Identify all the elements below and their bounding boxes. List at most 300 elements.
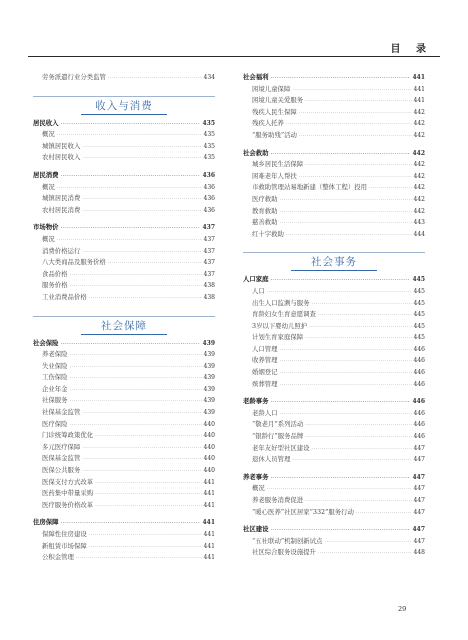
toc-leader-dots	[305, 432, 411, 443]
section-rule	[243, 252, 425, 253]
toc-page-number: 441	[412, 74, 425, 81]
toc-leader-dots	[61, 339, 201, 350]
toc-page-number: 441	[202, 519, 215, 527]
toc-entry-title: 社区建设	[243, 525, 269, 534]
toc-leader-dots	[280, 368, 412, 379]
toc-leader-dots	[271, 473, 411, 484]
toc-page-number: 442	[413, 207, 425, 215]
toc-entry-title: “服务助残”活动	[252, 130, 297, 139]
toc-entry-title: 困境儿童保障	[252, 84, 291, 93]
toc-page-number: 440	[203, 455, 215, 463]
toc-entry[interactable]	[33, 349, 215, 361]
toc-entry[interactable]	[243, 118, 425, 130]
toc-entry[interactable]	[243, 286, 425, 298]
toc-category-entry[interactable]	[33, 338, 215, 350]
toc-category-entry[interactable]	[243, 72, 425, 84]
toc-page-number: 439	[203, 397, 215, 405]
toc-page-number: 446	[413, 345, 425, 353]
toc-page-number: 435	[203, 142, 215, 150]
toc-leader-dots	[95, 478, 201, 489]
toc-entry[interactable]	[33, 442, 215, 454]
toc-entry-title: 社会救助	[243, 148, 269, 157]
toc-leader-dots	[318, 310, 412, 321]
toc-entry[interactable]	[243, 194, 425, 206]
toc-entry[interactable]	[243, 419, 425, 431]
toc-section-heading	[33, 304, 215, 338]
toc-entry[interactable]	[33, 257, 215, 269]
toc-leader-dots	[82, 206, 201, 217]
toc-page-number: 442	[413, 184, 425, 192]
toc-page-number: 438	[203, 293, 215, 301]
toc-entry-title: 人口	[252, 286, 265, 295]
toc-page-number: 446	[413, 421, 425, 429]
toc-page-number: 447	[413, 444, 425, 452]
toc-page-number: 441	[203, 501, 215, 509]
toc-entry[interactable]	[243, 95, 425, 107]
toc-entry[interactable]	[243, 344, 425, 356]
toc-entry[interactable]	[243, 159, 425, 171]
toc-page-number: 442	[413, 131, 425, 139]
toc-entry-title: 计划生育家庭保障	[252, 333, 304, 342]
toc-entry[interactable]	[243, 355, 425, 367]
toc-entry[interactable]	[33, 488, 215, 500]
toc-entry[interactable]	[243, 547, 425, 559]
toc-entry[interactable]	[33, 529, 215, 541]
toc-leader-dots	[312, 299, 412, 310]
toc-entry[interactable]	[243, 182, 425, 194]
toc-page-number: 439	[202, 339, 215, 347]
toc-page-number: 445	[413, 311, 425, 319]
toc-page-number: 444	[413, 230, 425, 238]
toc-leader-dots	[95, 501, 201, 512]
section-rule	[33, 96, 215, 97]
toc-entry[interactable]	[243, 408, 425, 420]
toc-entry-title: “敬老月”系列活动	[252, 420, 304, 429]
toc-page-number: 435	[202, 119, 215, 127]
toc-leader-dots	[70, 373, 202, 384]
toc-page-number: 439	[203, 351, 215, 359]
toc-entry[interactable]	[243, 332, 425, 344]
section-underline	[81, 114, 167, 115]
toc-page-number: 437	[202, 224, 215, 232]
toc-page-number: 436	[203, 206, 215, 214]
toc-entry[interactable]	[33, 72, 215, 84]
toc-page-number: 435	[203, 154, 215, 162]
toc-entry-title: 婚姻登记	[252, 368, 278, 377]
toc-entry-title: 医保基金监管	[42, 454, 81, 463]
toc-leader-dots	[312, 444, 412, 455]
toc-leader-dots	[70, 270, 202, 281]
toc-page-number: 445	[413, 322, 425, 330]
section-underline	[81, 334, 167, 335]
toc-entry-title: 困难老年人帮扶	[252, 171, 297, 180]
toc-page-number: 445	[413, 287, 425, 295]
toc-entry[interactable]	[33, 182, 215, 194]
toc-entry-title: 老年友好型社区建设	[252, 443, 310, 452]
toc-entry-title: 城镇居民收入	[42, 141, 81, 150]
toc-entry-title: 老龄事务	[243, 397, 269, 406]
toc-entry-title: 劳务派遣行业分类监管	[42, 73, 106, 81]
toc-page-number: 441	[203, 542, 215, 550]
toc-page-number: 441	[413, 97, 425, 105]
toc-page-number: 439	[203, 362, 215, 370]
toc-entry-title: 公积金管理	[42, 553, 74, 562]
toc-entry[interactable]	[243, 321, 425, 333]
toc-page-number: 441	[203, 478, 215, 486]
toc-leader-dots	[280, 207, 412, 218]
toc-page-number: 443	[413, 219, 425, 227]
toc-entry[interactable]	[243, 130, 425, 142]
toc-page-number: 439	[203, 374, 215, 382]
toc-entry-title: 社会保险	[33, 338, 59, 347]
toc-leader-dots	[286, 119, 412, 130]
toc-entry-title: 残疾人民生保障	[252, 107, 297, 116]
header-title: 目 录	[390, 44, 432, 55]
toc-page-number: 441	[413, 85, 425, 93]
toc-page-number: 445	[412, 276, 425, 284]
toc-leader-dots	[305, 496, 411, 507]
toc-entry[interactable]	[33, 246, 215, 258]
toc-section-heading	[243, 240, 425, 274]
toc-entry-title: 养老服务消费促进	[252, 496, 304, 504]
toc-page-number: 447	[413, 456, 425, 464]
toc-leader-dots	[57, 130, 202, 141]
toc-leader-dots	[280, 356, 412, 367]
toc-entry-title: 居民消费	[33, 170, 59, 179]
toc-page-number: 439	[203, 409, 215, 417]
toc-page-number: 445	[413, 299, 425, 307]
toc-leader-dots	[70, 396, 202, 407]
toc-entry-title: 收养管理	[252, 356, 278, 365]
toc-leader-dots	[305, 96, 411, 107]
toc-entry-title: 概况	[42, 234, 55, 243]
toc-entry[interactable]	[243, 443, 425, 455]
toc-entry-title: 人口家庭	[243, 275, 269, 284]
toc-leader-dots	[280, 195, 412, 206]
toc-leader-dots	[57, 183, 202, 194]
toc-leader-dots	[271, 397, 411, 408]
toc-entry[interactable]	[33, 465, 215, 477]
toc-leader-dots	[108, 73, 202, 84]
toc-entry-title: 医疗服务价格改革	[42, 500, 94, 509]
toc-category-entry[interactable]	[243, 396, 425, 408]
toc-leader-dots	[57, 235, 202, 246]
toc-entry-title: “五社联动”机制创新试点	[252, 536, 323, 545]
toc-leader-dots	[305, 420, 411, 431]
toc-leader-dots	[89, 293, 202, 304]
toc-category-entry[interactable]	[243, 524, 425, 536]
toc-page-number: 437	[203, 247, 215, 255]
toc-page-number: 446	[413, 357, 425, 365]
toc-page-number: 437	[203, 270, 215, 278]
toc-entry-title: 市救助管理站易地新建（整体工程）投用	[252, 183, 368, 192]
toc-page-number: 442	[413, 172, 425, 180]
toc-entry-title: 红十字救助	[252, 229, 284, 238]
toc-leader-dots	[61, 171, 201, 182]
toc-leader-dots	[70, 420, 202, 431]
toc-entry[interactable]	[33, 552, 215, 564]
toc-leader-dots	[286, 230, 412, 241]
toc-entry[interactable]	[33, 193, 215, 205]
toc-leader-dots	[108, 258, 202, 269]
toc-entry[interactable]	[33, 152, 215, 164]
section-title: 社会事务	[311, 256, 357, 269]
toc-entry[interactable]	[33, 205, 215, 217]
toc-leader-dots	[280, 409, 412, 420]
toc-leader-dots	[89, 530, 202, 541]
toc-entry[interactable]	[243, 229, 425, 241]
toc-entry[interactable]	[33, 292, 215, 304]
toc-entry[interactable]	[243, 379, 425, 391]
toc-entry-title: 城乡居民生活保障	[252, 160, 304, 169]
toc-entry[interactable]	[243, 171, 425, 183]
toc-entry[interactable]	[33, 453, 215, 465]
toc-page-number: 440	[203, 443, 215, 451]
toc-page-number: 442	[413, 195, 425, 203]
toc-entry-title: 新租赁市场保障	[42, 541, 87, 550]
toc-page-number: 436	[203, 183, 215, 191]
toc-leader-dots	[70, 281, 202, 292]
toc-entry[interactable]	[243, 483, 425, 495]
toc-page-number: 441	[203, 554, 215, 562]
toc-entry-title: 企业年金	[42, 384, 68, 393]
toc-entry-title: 食品价格	[42, 269, 68, 278]
toc-entry-title: 住房保障	[33, 518, 59, 527]
toc-page-number: 446	[412, 398, 425, 406]
toc-page-number: 436	[202, 171, 215, 179]
toc-page-number: 442	[413, 108, 425, 116]
toc-entry-title: 养老事务	[243, 472, 269, 481]
toc-entry-title: 人口管理	[252, 344, 278, 353]
toc-entry-title: “银龄行”服务品牌	[252, 432, 304, 441]
toc-leader-dots	[70, 385, 202, 396]
toc-entry-title: 社会福利	[243, 73, 269, 81]
toc-leader-dots	[70, 350, 202, 361]
toc-entry-title: 出生人口监测与服务	[252, 298, 310, 307]
toc-leader-dots	[61, 223, 201, 234]
toc-page-number: 446	[413, 409, 425, 417]
toc-page-number: 440	[203, 467, 215, 475]
toc-entry[interactable]	[243, 454, 425, 466]
toc-entry-title: 医疗保险	[42, 419, 68, 428]
toc-entry-title: 农村居民收入	[42, 153, 81, 162]
toc-entry-title: 失业保险	[42, 361, 68, 370]
toc-entry-title: 农村居民消费	[42, 205, 81, 214]
toc-entry-title: 困境儿童关爱服务	[252, 96, 304, 105]
toc-leader-dots	[356, 508, 412, 519]
toc-entry-title: 医保公共服务	[42, 466, 81, 475]
toc-leader-dots	[82, 142, 201, 153]
toc-entry[interactable]	[243, 367, 425, 379]
toc-entry-title: 医疗救助	[252, 194, 278, 203]
toc-leader-dots	[95, 489, 201, 500]
toc-entry[interactable]	[243, 536, 425, 548]
toc-entry[interactable]	[243, 495, 425, 507]
toc-section-heading	[33, 84, 215, 118]
toc-entry[interactable]	[33, 280, 215, 292]
toc-page-number: 440	[203, 420, 215, 428]
toc-category-entry[interactable]	[33, 222, 215, 234]
toc-leader-dots	[299, 172, 412, 183]
toc-page-number: 445	[413, 334, 425, 342]
toc-leader-dots	[267, 287, 412, 298]
toc-page-number: 447	[413, 537, 425, 545]
toc-entry[interactable]	[243, 431, 425, 443]
toc-leader-dots	[292, 455, 411, 466]
toc-entry[interactable]	[33, 269, 215, 281]
toc-page-number: 442	[413, 120, 425, 128]
toc-entry[interactable]	[243, 84, 425, 96]
toc-entry-title: 概况	[252, 484, 265, 493]
toc-entry-title: 工业消费品价格	[42, 292, 87, 301]
toc-leader-dots	[309, 322, 411, 333]
toc-entry[interactable]	[243, 309, 425, 321]
toc-leader-dots	[271, 275, 411, 286]
toc-entry-title: 医保支付方式改革	[42, 477, 94, 486]
toc-leader-dots	[299, 131, 412, 142]
toc-entry-title: 育龄妇女生育意愿调查	[252, 310, 316, 319]
toc-leader-dots	[82, 153, 201, 164]
toc-leader-dots	[95, 431, 201, 442]
toc-entry[interactable]	[243, 107, 425, 119]
toc-leader-dots	[61, 119, 201, 130]
toc-leader-dots	[82, 408, 201, 419]
toc-leader-dots	[61, 518, 201, 529]
toc-entry-title: 残疾人托养	[252, 119, 284, 128]
toc-leader-dots	[76, 553, 202, 564]
toc-leader-dots	[305, 160, 411, 171]
toc-entry-title: 服务价格	[42, 281, 68, 290]
toc-entry-title: 殡葬管理	[252, 379, 278, 388]
toc-page-number: 442	[413, 161, 425, 169]
toc-leader-dots	[70, 362, 202, 373]
toc-left-column	[33, 72, 215, 564]
toc-entry-title: 概况	[42, 182, 55, 191]
toc-entry[interactable]	[243, 507, 425, 519]
toc-leader-dots	[82, 247, 201, 258]
toc-page-number: 447	[412, 473, 425, 481]
page-number: 29	[398, 605, 407, 613]
toc-entry[interactable]	[243, 206, 425, 218]
toc-entry[interactable]	[33, 234, 215, 246]
toc-entry-title: 慈善救助	[252, 218, 278, 227]
toc-page-number: 434	[203, 74, 215, 81]
toc-entry[interactable]	[33, 141, 215, 153]
toc-entry-title: 社保基金监管	[42, 408, 81, 417]
toc-entry[interactable]	[33, 395, 215, 407]
toc-page-number: 446	[413, 433, 425, 441]
toc-leader-dots	[271, 73, 411, 84]
toc-category-entry[interactable]	[33, 517, 215, 529]
header-rule	[28, 56, 440, 57]
toc-entry-title: 医药集中带量采购	[42, 489, 94, 498]
toc-entry-title: 保障性住房建设	[42, 530, 87, 538]
toc-page-number: 448	[413, 549, 425, 557]
toc-entry-title: 老龄人口	[252, 408, 278, 417]
toc-entry-title: 八大类商品及服务价格	[42, 258, 106, 267]
toc-page-number: 447	[413, 497, 425, 504]
toc-entry-title: 消费价格运行	[42, 246, 81, 255]
toc-category-entry[interactable]	[33, 170, 215, 182]
toc-page-number: 447	[413, 485, 425, 493]
toc-entry-title: 市场物价	[33, 223, 59, 232]
toc-right-column	[243, 72, 425, 559]
section-underline	[291, 270, 377, 271]
toc-entry-title: 退休人员管理	[252, 455, 291, 464]
toc-category-entry[interactable]	[243, 472, 425, 484]
toc-leader-dots	[267, 484, 412, 495]
toc-leader-dots	[89, 542, 202, 553]
toc-entry-title: 城镇居民消费	[42, 194, 81, 203]
toc-entry[interactable]	[33, 361, 215, 373]
toc-category-entry[interactable]	[33, 118, 215, 130]
toc-leader-dots	[280, 345, 412, 356]
toc-entry-title: 教育救助	[252, 206, 278, 215]
toc-page-number: 437	[203, 259, 215, 267]
toc-page-number: 442	[412, 149, 425, 157]
toc-leader-dots	[82, 194, 201, 205]
toc-entry[interactable]	[33, 419, 215, 431]
toc-entry[interactable]	[33, 430, 215, 442]
toc-leader-dots	[271, 149, 411, 160]
toc-entry-title: 社保服务	[42, 396, 68, 405]
toc-leader-dots	[299, 108, 412, 119]
toc-page-number: 441	[203, 490, 215, 498]
toc-page-number: 447	[413, 508, 425, 516]
toc-entry[interactable]	[33, 541, 215, 553]
toc-page-number: 436	[203, 195, 215, 203]
toc-leader-dots	[280, 380, 412, 391]
toc-entry-title: 门诊统筹政策优化	[42, 431, 94, 440]
toc-page-number: 441	[203, 531, 215, 538]
toc-entry[interactable]	[33, 500, 215, 512]
toc-entry[interactable]	[33, 477, 215, 489]
toc-page-number: 439	[203, 385, 215, 393]
toc-page-number: 447	[412, 526, 425, 534]
toc-leader-dots	[271, 525, 411, 536]
toc-leader-dots	[82, 443, 201, 454]
toc-page-number: 440	[203, 432, 215, 440]
toc-leader-dots	[82, 466, 201, 477]
toc-entry-title: 居民收入	[33, 118, 59, 127]
section-title: 收入与消费	[95, 99, 153, 112]
toc-entry[interactable]	[33, 129, 215, 141]
toc-entry-title: “暖心医养”社区居家“332”服务行动	[252, 507, 354, 516]
toc-entry-title: 3岁以下婴幼儿照护	[252, 321, 308, 330]
toc-category-entry[interactable]	[243, 148, 425, 160]
toc-page-number: 446	[413, 369, 425, 377]
toc-leader-dots	[280, 218, 412, 229]
toc-entry[interactable]	[33, 384, 215, 396]
toc-leader-dots	[292, 85, 411, 96]
toc-entry[interactable]	[33, 372, 215, 384]
toc-page-number: 446	[413, 380, 425, 388]
toc-entry-title: 概况	[42, 130, 55, 139]
toc-entry-title: 养老保险	[42, 350, 68, 359]
toc-entry-title: 社区综合服务设施提升	[252, 548, 316, 557]
toc-leader-dots	[82, 454, 201, 465]
toc-entry[interactable]	[243, 217, 425, 229]
toc-entry[interactable]	[33, 407, 215, 419]
toc-entry-title: 工伤保险	[42, 373, 68, 382]
toc-entry-title: 多元医疗保障	[42, 442, 81, 451]
toc-leader-dots	[305, 333, 411, 344]
toc-page-number: 438	[203, 282, 215, 290]
toc-entry[interactable]	[243, 298, 425, 310]
toc-leader-dots	[369, 183, 412, 194]
toc-page-number: 435	[203, 131, 215, 139]
toc-category-entry[interactable]	[243, 274, 425, 286]
